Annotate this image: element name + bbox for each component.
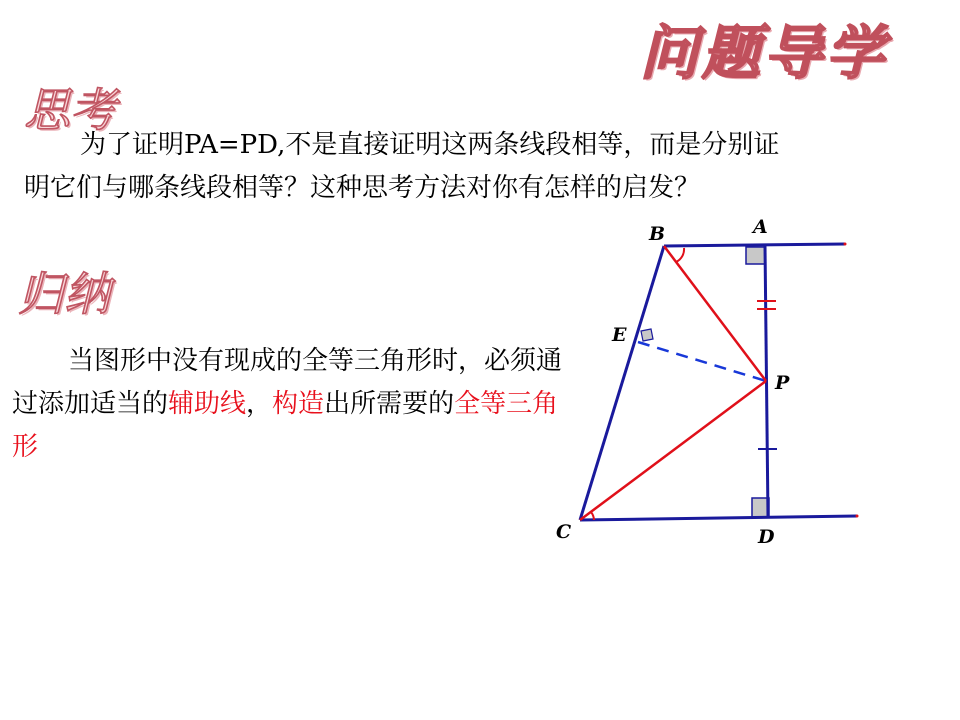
think-text: 为了证明PA=PD,不是直接证明这两条线段相等，而是分别证明它们与哪条线段相等？这种思考方法对你有怎样的启发？ bbox=[24, 130, 780, 203]
summary-text-2: ， bbox=[246, 389, 273, 419]
right-angle-mark-A bbox=[746, 247, 765, 264]
summary-highlight-aux-line: 辅助线 bbox=[168, 389, 247, 419]
label-A: A bbox=[753, 216, 768, 238]
right-angle-mark-E bbox=[641, 329, 653, 341]
think-heading: 思考 bbox=[24, 83, 116, 137]
summary-heading: 归纳 bbox=[18, 267, 110, 321]
angle-arc-B bbox=[676, 248, 684, 262]
line-CP bbox=[580, 381, 766, 520]
label-P: P bbox=[775, 372, 790, 394]
line-CD bbox=[580, 516, 857, 520]
label-E: E bbox=[612, 324, 627, 346]
dashed-line-PE bbox=[638, 342, 766, 381]
summary-highlight-congruent: 全等三角形 bbox=[12, 389, 559, 462]
label-B: B bbox=[649, 223, 666, 245]
banner-title: 问题导学 bbox=[640, 19, 889, 87]
line-BA bbox=[664, 244, 845, 246]
summary-text-1: 当图形中没有现成的全等三角形时，必须通过添加适当的 bbox=[12, 346, 563, 419]
summary-text-3: 出所需要的 bbox=[324, 389, 455, 419]
label-D: D bbox=[758, 526, 775, 548]
line-BC bbox=[580, 246, 664, 520]
line-BP bbox=[664, 246, 766, 381]
summary-highlight-construct: 构造 bbox=[272, 389, 325, 419]
label-C: C bbox=[556, 521, 572, 543]
